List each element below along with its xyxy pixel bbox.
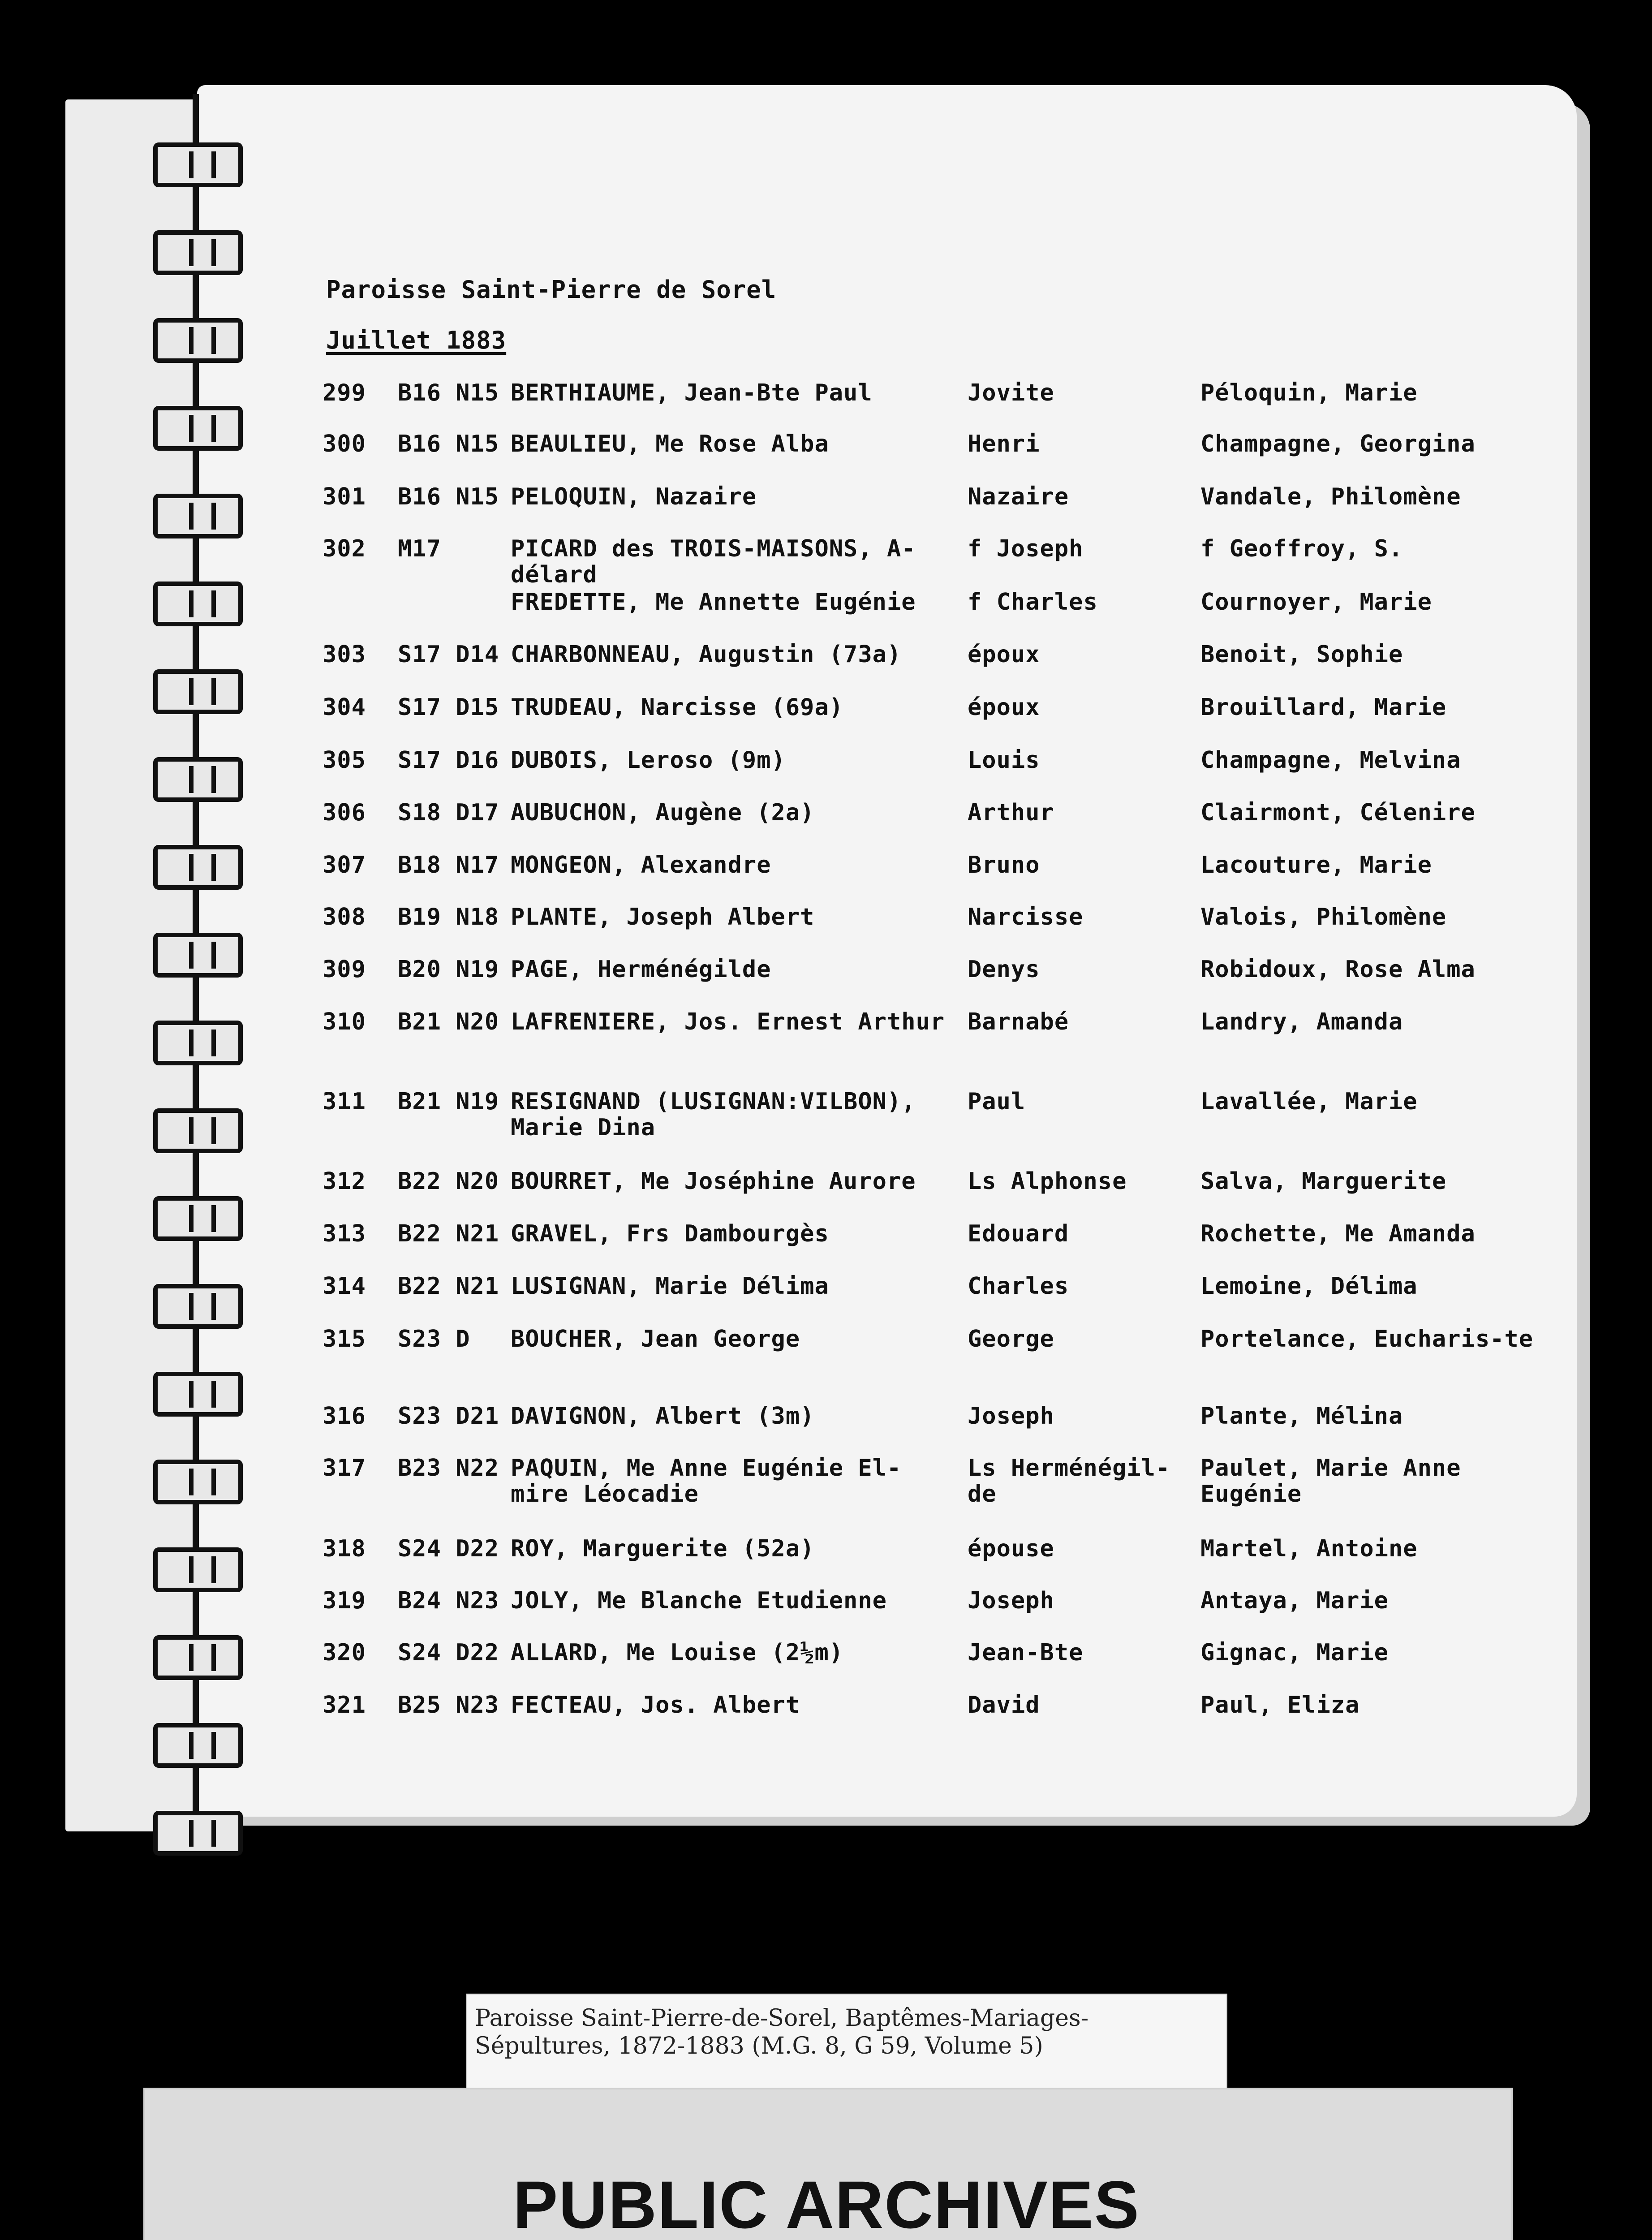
entry-number: 321 <box>323 1692 366 1719</box>
entry-code: B21 N19 <box>398 1088 499 1115</box>
entry-father: Henri <box>968 431 1040 457</box>
table-row <box>0 431 1652 480</box>
table-row <box>0 1088 1652 1141</box>
entry-father: Edouard <box>968 1220 1069 1247</box>
entry-name: LAFRENIERE, Jos. Ernest Arthur <box>511 1008 945 1035</box>
table-row <box>0 852 1652 901</box>
entry-mother: Martel, Antoine <box>1200 1535 1418 1562</box>
entry-number: 313 <box>323 1220 366 1247</box>
entry-name: ALLARD, Me Louise (2½m) <box>511 1639 844 1666</box>
entry-name: DUBOIS, Leroso (9m) <box>511 747 786 774</box>
entry-code: B23 N22 <box>398 1455 499 1482</box>
entry-number: 318 <box>323 1535 366 1562</box>
entry-number: 311 <box>323 1088 366 1115</box>
entry-mother: Paul, Eliza <box>1200 1692 1360 1719</box>
table-row <box>0 747 1652 797</box>
microfilm-label-card <box>466 1994 1227 2092</box>
parish-title: Paroisse Saint-Pierre de Sorel <box>326 276 777 304</box>
entry-name: LUSIGNAN, Marie Délima <box>511 1273 829 1300</box>
entry-code: S23 D <box>398 1326 470 1353</box>
entry-number: 299 <box>323 379 366 406</box>
entry-mother: Champagne, Georgina <box>1200 431 1476 457</box>
entry-number: 314 <box>323 1273 366 1300</box>
entry-code: B16 N15 <box>398 483 499 510</box>
entry-mother: Gignac, Marie <box>1200 1639 1389 1666</box>
entry-father: Barnabé <box>968 1008 1069 1035</box>
entry-number: 317 <box>323 1455 366 1482</box>
month-heading: Juillet 1883 <box>326 326 507 354</box>
binder-ring <box>153 1811 243 1856</box>
entry-mother: Clairmont, Célenire <box>1200 799 1476 826</box>
entry-name: BOURRET, Me Joséphine Aurore <box>511 1168 916 1195</box>
entry-number: 305 <box>323 747 366 774</box>
entry-code: B16 N15 <box>398 431 499 457</box>
entry-name: AUBUCHON, Augène (2a) <box>511 799 815 826</box>
entry-father: George <box>968 1326 1054 1353</box>
entry-name: PELOQUIN, Nazaire <box>511 483 757 510</box>
entry-father: épouse <box>968 1535 1054 1562</box>
label-line-2: Sépultures, 1872-1883 (M.G. 8, G 59, Volume 5) <box>475 2033 1043 2059</box>
entry-father: Jovite <box>968 379 1054 406</box>
binder-ring <box>153 230 243 275</box>
entry-number: 319 <box>323 1587 366 1614</box>
table-row <box>0 1009 1652 1058</box>
entry-mother: Landry, Amanda <box>1200 1008 1403 1035</box>
table-row <box>0 589 1652 638</box>
entry-name: TRUDEAU, Narcisse (69a) <box>511 694 844 721</box>
entry-mother: Salva, Marguerite <box>1200 1168 1447 1195</box>
entry-mother: Brouillard, Marie <box>1200 694 1447 721</box>
entry-father: Denys <box>968 956 1040 983</box>
entry-mother: Rochette, Me Amanda <box>1200 1220 1476 1247</box>
entry-name: BOUCHER, Jean George <box>511 1326 800 1353</box>
entry-mother: Lacouture, Marie <box>1200 852 1432 879</box>
entry-code: B19 N18 <box>398 904 499 930</box>
entry-code: S24 D22 <box>398 1639 499 1666</box>
entry-code: B20 N19 <box>398 956 499 983</box>
entry-number: 301 <box>323 483 366 510</box>
entry-code: B22 N21 <box>398 1273 499 1300</box>
entry-number: 320 <box>323 1639 366 1666</box>
entry-name: PICARD des TROIS-MAISONS, A-délard <box>511 535 916 588</box>
entry-name: PAGE, Herménégilde <box>511 956 771 983</box>
entry-father: Joseph <box>968 1403 1054 1430</box>
entry-name: DAVIGNON, Albert (3m) <box>511 1403 815 1430</box>
entry-number: 304 <box>323 694 366 721</box>
entry-code: B22 N21 <box>398 1220 499 1247</box>
table-row <box>0 1168 1652 1218</box>
entry-father: Charles <box>968 1273 1069 1300</box>
entry-number: 302 <box>323 535 366 562</box>
entry-father: Jean-Bte <box>968 1639 1084 1666</box>
entry-mother: Champagne, Melvina <box>1200 747 1461 774</box>
entry-name: MONGEON, Alexandre <box>511 852 771 879</box>
entry-father: Ls Herménégil-de <box>968 1455 1170 1508</box>
table-row <box>0 1640 1652 1689</box>
entry-father: Narcisse <box>968 904 1084 930</box>
entry-code: S23 D21 <box>398 1403 499 1430</box>
entry-father: époux <box>968 641 1040 668</box>
entry-code: B22 N20 <box>398 1168 499 1195</box>
entry-name: ROY, Marguerite (52a) <box>511 1535 815 1562</box>
entry-code: S17 D16 <box>398 747 499 774</box>
entry-number: 315 <box>323 1326 366 1353</box>
entry-code: B18 N17 <box>398 852 499 879</box>
entry-number: 307 <box>323 852 366 879</box>
binder-ring <box>153 142 243 187</box>
table-row <box>0 694 1652 744</box>
entry-name: PLANTE, Joseph Albert <box>511 904 815 930</box>
entry-father: Arthur <box>968 799 1054 826</box>
entry-mother: Péloquin, Marie <box>1200 379 1418 406</box>
entry-number: 309 <box>323 956 366 983</box>
entry-father: Bruno <box>968 852 1040 879</box>
table-row <box>0 800 1652 849</box>
table-row <box>0 1455 1652 1508</box>
entry-number: 310 <box>323 1008 366 1035</box>
entry-mother: Portelance, Eucharis-te <box>1200 1326 1534 1353</box>
entry-mother: Lemoine, Délima <box>1200 1273 1418 1300</box>
table-row <box>0 1536 1652 1585</box>
entry-name: BEAULIEU, Me Rose Alba <box>511 431 829 457</box>
entry-mother: Antaya, Marie <box>1200 1587 1389 1614</box>
entry-father: Paul <box>968 1088 1026 1115</box>
table-row <box>0 1221 1652 1270</box>
banner-public-archives: PUBLIC ARCHIVES <box>513 2167 1140 2240</box>
entry-code: M17 <box>398 535 441 562</box>
entry-number: 308 <box>323 904 366 930</box>
table-row <box>0 484 1652 533</box>
table-row <box>0 904 1652 953</box>
entry-father: Joseph <box>968 1587 1054 1614</box>
entry-number: 303 <box>323 641 366 668</box>
entry-mother: Lavallée, Marie <box>1200 1088 1418 1115</box>
table-row <box>0 1273 1652 1322</box>
label-line-1: Paroisse Saint-Pierre-de-Sorel, Baptêmes-Mariages- <box>475 2005 1089 2032</box>
entry-father: f Joseph <box>968 535 1084 562</box>
entry-code: S17 D15 <box>398 694 499 721</box>
entry-mother: Valois, Philomène <box>1200 904 1447 930</box>
entry-name: RESIGNAND (LUSIGNAN:VILBON), Marie Dina <box>511 1088 916 1141</box>
entry-father: Louis <box>968 747 1040 774</box>
entry-mother: Benoit, Sophie <box>1200 641 1403 668</box>
table-row <box>0 1588 1652 1637</box>
entry-name: JOLY, Me Blanche Etudienne <box>511 1587 887 1614</box>
entry-mother: Robidoux, Rose Alma <box>1200 956 1476 983</box>
entry-code: S18 D17 <box>398 799 499 826</box>
entry-father: f Charles <box>968 589 1098 616</box>
table-row <box>0 1403 1652 1452</box>
entry-number: 306 <box>323 799 366 826</box>
entry-mother: f Geoffroy, S. <box>1200 535 1403 562</box>
entry-code: B24 N23 <box>398 1587 499 1614</box>
entry-number: 312 <box>323 1168 366 1195</box>
entry-father: David <box>968 1692 1040 1719</box>
entry-name: CHARBONNEAU, Augustin (73a) <box>511 641 902 668</box>
entry-mother: Plante, Mélina <box>1200 1403 1403 1430</box>
entry-mother: Cournoyer, Marie <box>1200 589 1432 616</box>
entry-name: PAQUIN, Me Anne Eugénie El-mire Léocadie <box>511 1455 902 1508</box>
entry-father: Ls Alphonse <box>968 1168 1127 1195</box>
entry-mother: Vandale, Philomène <box>1200 483 1461 510</box>
entry-code: S24 D22 <box>398 1535 499 1562</box>
entry-name: FECTEAU, Jos. Albert <box>511 1692 800 1719</box>
entry-father: époux <box>968 694 1040 721</box>
entry-code: B21 N20 <box>398 1008 499 1035</box>
entry-name: FREDETTE, Me Annette Eugénie <box>511 589 916 616</box>
entry-code: B16 N15 <box>398 379 499 406</box>
binder-ring <box>153 318 243 363</box>
entry-mother: Paulet, Marie Anne Eugénie <box>1200 1455 1461 1508</box>
entry-number: 300 <box>323 431 366 457</box>
table-row <box>0 380 1652 429</box>
entry-name: BERTHIAUME, Jean-Bte Paul <box>511 379 873 406</box>
table-row <box>0 535 1652 588</box>
table-row <box>0 1326 1652 1375</box>
table-row <box>0 642 1652 691</box>
entry-name: GRAVEL, Frs Dambourgès <box>511 1220 829 1247</box>
table-row <box>0 956 1652 1006</box>
entry-father: Nazaire <box>968 483 1069 510</box>
table-row <box>0 1692 1652 1741</box>
entry-number: 316 <box>323 1403 366 1430</box>
entry-code: B25 N23 <box>398 1692 499 1719</box>
entry-code: S17 D14 <box>398 641 499 668</box>
